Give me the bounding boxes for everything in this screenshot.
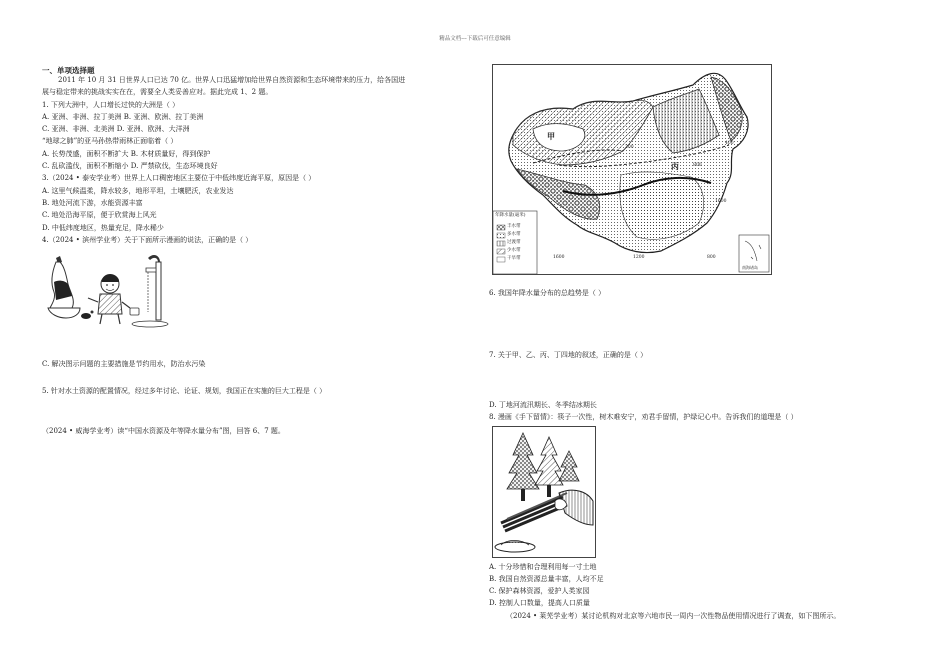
isoline-label: 800 xyxy=(693,163,702,168)
legend-title: 年降水量(毫米) xyxy=(495,213,526,218)
legend-item: 多水带 xyxy=(507,232,521,237)
china-precipitation-map xyxy=(492,64,772,275)
option-line: A. 这里气候温柔，降水较多，地形平坦，土壤肥沃，农业发达 xyxy=(42,186,234,195)
question-8-option-a: A. 十分珍惜和合理利用每一寸土地 xyxy=(489,563,597,571)
map-label-jia: 甲 xyxy=(547,131,555,141)
isoline-label: 1600 xyxy=(715,199,727,204)
option-line: D. 中低纬度地区，热量充足，降水稀少 xyxy=(42,223,164,232)
question-3: 3.（2024 • 泰安学业考）世界上人口稠密地区主要位于中低纬度近海平原，原因是（ ） xyxy=(42,174,316,183)
legend-item: 少水带 xyxy=(507,248,521,253)
section-title: 一、单项选择题 xyxy=(42,66,95,75)
option-line: C. 亚洲、非洲、北美洲 D. 亚洲、欧洲、大洋洲 xyxy=(42,125,190,134)
water-waste-cartoon xyxy=(42,252,182,332)
option-line: B. 地处河流下游，水能资源丰富 xyxy=(42,198,143,207)
laiwu-intro: （2024 • 莱芜学业考）某讨论机构对北京等六地市民一周内一次性物品使用情况进行了调查，如下图所示。 xyxy=(506,612,841,620)
question-8: 8. 漫画《手下留情》：筷子一次性，树木难安宁，劝君手留情，护绿记心中。告诉我们的道理是（ ） xyxy=(489,413,798,421)
legend-item: 丰水带 xyxy=(507,224,521,229)
option-line: A. 长势茂盛，面积不断扩大 B. 木材质量好，得到保护 xyxy=(42,149,211,158)
option-line: C. 乱砍滥伐，面积不断缩小 D. 严禁砍伐，生态环境良好 xyxy=(42,162,218,171)
question-1: 1. 下列大洲中，人口增长过快的大洲是（ ） xyxy=(42,100,180,109)
legend-item: 干旱带 xyxy=(507,256,521,261)
question-4-option-c: C. 解决图示问题的主要措施是节约用水，防治水污染 xyxy=(42,360,206,368)
weihai-intro: （2024 • 威海学业考）读“中国水资源及年等降水量分布”图，回答 6、7 题。 xyxy=(42,427,285,435)
option-line: A. 亚洲、非洲、拉丁美洲 B. 亚洲、欧洲、拉丁美洲 xyxy=(42,112,204,121)
intro-line: 展与稳定带来的挑战实实在在，需要全人类妥善应对。据此完成 1、2 题。 xyxy=(42,88,273,97)
question-7: 7. 关于甲、乙、丙、丁四地的叙述，正确的是（ ） xyxy=(489,351,648,359)
isoline-label: 400 xyxy=(725,141,734,146)
question-8-option-b: B. 我国自然资源总量丰富，人均不足 xyxy=(489,575,604,583)
question-8-option-d: D. 控制人口数量，提高人口质量 xyxy=(489,599,590,607)
intro-line: 2011 年 10 月 31 日世界人口已达 70 亿。世界人口迅猛增加给世界自然资源和生态环境带来的压力，给各国进 xyxy=(58,76,406,84)
isoline-label: 200 xyxy=(625,145,634,150)
page-header: 精品文档---下载后可任意编辑 xyxy=(439,36,511,42)
left-column xyxy=(42,76,462,248)
isoline-label: 800 xyxy=(707,255,716,260)
question-7-option-d: D. 丁地河流汛期长、冬季结冰期长 xyxy=(489,401,597,409)
question-5: 5. 针对水土资源的配置情况，经过多年讨论、论证、规划，我国正在实施的巨大工程是（ ） xyxy=(42,387,327,395)
isoline-label: 1200 xyxy=(633,255,645,260)
question-8-option-c: C. 保护森林资源，爱护人类家园 xyxy=(489,587,590,595)
map-label-bing: 丙 xyxy=(671,161,679,171)
question-4: 4.（2024 • 滨州学业考）关于下面所示漫画的说法，正确的是（ ） xyxy=(42,235,253,244)
question-2: “地球之肺”的亚马孙热带雨林正面临着（ ） xyxy=(42,137,178,146)
option-line: C. 地处沿海平原，便于欣赏海上风光 xyxy=(42,211,157,220)
question-6: 6. 我国年降水量分布的总趋势是（ ） xyxy=(489,289,606,297)
legend-item: 过渡带 xyxy=(507,240,521,245)
isoline-label: 1600 xyxy=(553,255,565,260)
chopsticks-cartoon xyxy=(492,426,596,558)
inset-label: 南海诸岛 xyxy=(742,265,758,270)
